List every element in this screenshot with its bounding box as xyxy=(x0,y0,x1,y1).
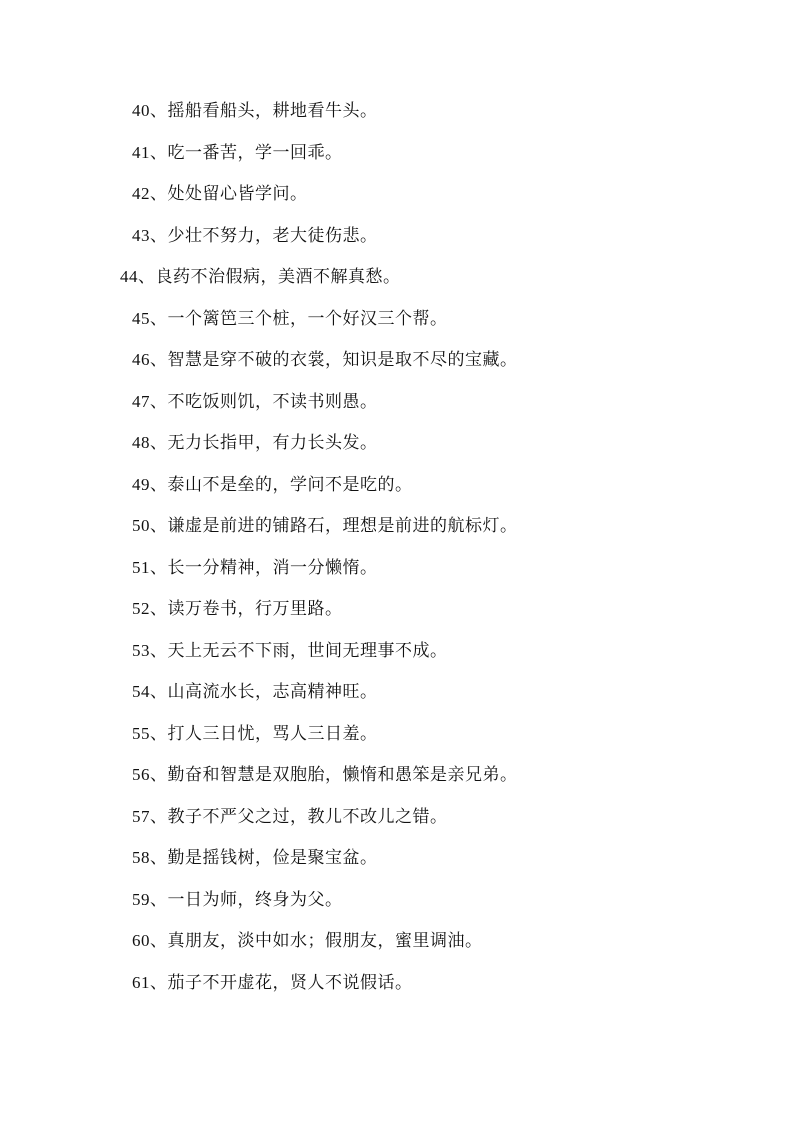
proverb-line xyxy=(132,557,378,579)
item-number: 57 xyxy=(132,807,150,826)
item-text: 、天上无云不下雨，世间无理事不成。 xyxy=(150,641,448,661)
proverb-line xyxy=(132,598,343,620)
item-text: 、摇船看船头，耕地看牛头。 xyxy=(150,101,378,121)
item-number: 55 xyxy=(132,724,150,743)
proverb-line xyxy=(132,183,308,205)
item-text: 、勤是摇钱树，俭是聚宝盆。 xyxy=(150,848,378,868)
item-text: 、一日为师，终身为父。 xyxy=(150,890,343,910)
proverb-line xyxy=(132,100,378,122)
item-text: 、打人三日忧，骂人三日羞。 xyxy=(150,724,378,744)
item-number: 60 xyxy=(132,931,150,950)
item-number: 52 xyxy=(132,599,150,618)
proverb-line xyxy=(132,349,518,371)
item-text: 、教子不严父之过，教儿不改儿之错。 xyxy=(150,807,448,827)
item-text: 、山高流水长，志高精神旺。 xyxy=(150,682,378,702)
proverb-line xyxy=(132,764,518,786)
item-number: 51 xyxy=(132,558,150,577)
item-text: 、不吃饭则饥，不读书则愚。 xyxy=(150,392,378,412)
item-number: 41 xyxy=(132,143,150,162)
item-number: 42 xyxy=(132,184,150,203)
item-number: 56 xyxy=(132,765,150,784)
item-number: 44 xyxy=(120,267,138,286)
item-text: 、泰山不是垒的，学问不是吃的。 xyxy=(150,475,413,495)
item-text: 、处处留心皆学问。 xyxy=(150,184,308,204)
item-text: 、一个篱笆三个桩，一个好汉三个帮。 xyxy=(150,309,448,329)
proverb-line xyxy=(132,806,448,828)
item-number: 47 xyxy=(132,392,150,411)
item-text: 、谦虚是前进的铺路石，理想是前进的航标灯。 xyxy=(150,516,518,536)
item-text: 、长一分精神，消一分懒惰。 xyxy=(150,558,378,578)
item-text: 、智慧是穿不破的衣裳，知识是取不尽的宝藏。 xyxy=(150,350,518,370)
item-text: 、读万卷书，行万里路。 xyxy=(150,599,343,619)
item-number: 50 xyxy=(132,516,150,535)
item-number: 45 xyxy=(132,309,150,328)
item-number: 40 xyxy=(132,101,150,120)
item-text: 、无力长指甲，有力长头发。 xyxy=(150,433,378,453)
item-number: 49 xyxy=(132,475,150,494)
item-text: 、吃一番苦，学一回乖。 xyxy=(150,143,343,163)
proverb-line xyxy=(132,847,378,869)
proverb-line xyxy=(132,225,378,247)
proverb-line xyxy=(120,266,401,288)
proverb-line xyxy=(132,930,483,952)
proverb-line xyxy=(132,474,413,496)
item-number: 53 xyxy=(132,641,150,660)
item-number: 58 xyxy=(132,848,150,867)
proverb-line xyxy=(132,432,378,454)
proverb-line xyxy=(132,681,378,703)
item-number: 54 xyxy=(132,682,150,701)
item-number: 61 xyxy=(132,973,150,992)
item-number: 59 xyxy=(132,890,150,909)
item-text: 、少壮不努力，老大徒伤悲。 xyxy=(150,226,378,246)
item-text: 、真朋友，淡中如水；假朋友，蜜里调油。 xyxy=(150,931,483,951)
item-number: 46 xyxy=(132,350,150,369)
proverb-line xyxy=(132,889,343,911)
item-text: 、勤奋和智慧是双胞胎，懒惰和愚笨是亲兄弟。 xyxy=(150,765,518,785)
proverb-line xyxy=(132,515,518,537)
proverb-line xyxy=(132,972,413,994)
item-number: 48 xyxy=(132,433,150,452)
proverb-line xyxy=(132,391,378,413)
proverb-line xyxy=(132,142,343,164)
item-number: 43 xyxy=(132,226,150,245)
proverb-line xyxy=(132,723,378,745)
proverb-line xyxy=(132,640,448,662)
item-text: 、茄子不开虚花，贤人不说假话。 xyxy=(150,973,413,993)
proverb-line xyxy=(132,308,448,330)
item-text: 、良药不治假病，美酒不解真愁。 xyxy=(138,267,401,287)
